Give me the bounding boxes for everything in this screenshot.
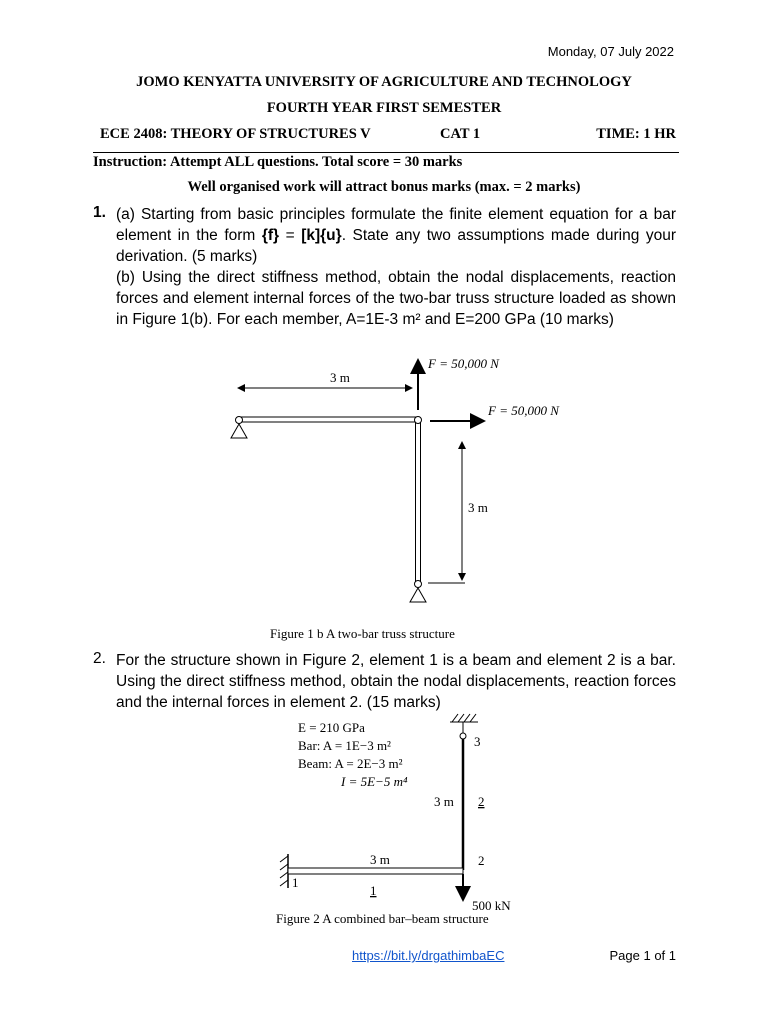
fig2-node-2-label: 2 (478, 853, 485, 868)
fig1-support-left (231, 424, 247, 438)
bonus-note: Well organised work will attract bonus marks (max. = 2 marks) (187, 179, 581, 195)
fig1-node-corner (415, 417, 422, 424)
university-name: JOMO KENYATTA UNIVERSITY OF AGRICULTURE AND TECHNOLOGY (136, 74, 632, 90)
fig2-prop-bar: Bar: A = 1E−3 m² (298, 738, 391, 753)
fig2-load-label: 500 kN (472, 898, 511, 913)
semester-title: FOURTH YEAR FIRST SEMESTER (266, 100, 502, 116)
fig2-prop-E: E = 210 GPa (298, 720, 365, 735)
course-code: ECE 2408: THEORY OF STRUCTURES V (100, 126, 371, 142)
footer-link[interactable]: https://bit.ly/drgathimbaEC (352, 948, 505, 963)
instruction-text: Instruction: Attempt ALL questions. Total score = 30 marks (93, 154, 463, 170)
fig1-horizontal-member (240, 417, 418, 422)
question-2-number: 2. (93, 650, 106, 667)
fig1-dim-horizontal-label: 3 m (330, 370, 350, 385)
figure-1-caption: Figure 1 b A two-bar truss structure (270, 626, 455, 641)
q1a-text-post: . State any two assumptions made during your derivation. (5 marks) (116, 227, 676, 265)
fig2-dim-vertical: 3 m (434, 794, 454, 809)
fig2-node-1-label: 1 (292, 875, 299, 890)
figure-2-diagram (0, 710, 768, 940)
figure-1-diagram (0, 350, 768, 650)
fig1-dim-vertical-label: 3 m (468, 500, 488, 515)
exam-date: Monday, 07 July 2022 (547, 44, 674, 59)
fig1-vertical-member (416, 420, 421, 584)
question-1a-text (116, 204, 676, 267)
question-1b-text: (b) Using the direct stiffness method, obtain the nodal displacements, reaction forces and element internal forces of the two-bar truss structure loaded as shown in Figure 1(b). For each member, A=1E-3 m² and E=200 GPa (10 marks) (116, 269, 676, 328)
q1a-eq-mid: = (279, 227, 302, 244)
figure-2-caption: Figure 2 A combined bar–beam structure (276, 911, 489, 926)
fig1-force-vertical-label: F = 50,000 N (428, 356, 499, 371)
q1a-text-pre: (a) Starting from basic principles formulate the finite element equation for a bar element in the form (116, 206, 676, 244)
fig2-prop-I: I = 5E−5 m⁴ (341, 774, 408, 789)
fig2-node-3 (460, 733, 466, 739)
page-number: Page 1 of 1 (609, 948, 676, 963)
fig2-dim-horizontal: 3 m (370, 852, 390, 867)
fig2-prop-beam: Beam: A = 2E−3 m² (298, 756, 403, 771)
question-2-text: For the structure shown in Figure 2, element 1 is a beam and element 2 is a bar. Using the direct stiffness method, obtain the nodal displacements, reaction forces and the internal forces in element 2. (15 marks) (116, 652, 676, 711)
fig1-node-bottom (415, 581, 422, 588)
fig1-force-horizontal-label: F = 50,000 N (488, 403, 559, 418)
fig2-node-3-label: 3 (474, 734, 481, 749)
fig2-elem-1-label: 1 (370, 883, 377, 898)
fig1-node-left (236, 417, 243, 424)
cat-label: CAT 1 (440, 126, 481, 142)
fig2-elem-2-label: 2 (478, 794, 485, 809)
fig1-support-bottom (410, 588, 426, 602)
fig2-beam-element (288, 868, 463, 874)
q1a-eq-f: {f} (261, 227, 280, 244)
header-divider (93, 152, 679, 153)
q1a-eq-ku: [k]{u} (301, 227, 342, 244)
question-1-number: 1. (93, 204, 106, 221)
time-label: TIME: 1 HR (596, 126, 676, 142)
